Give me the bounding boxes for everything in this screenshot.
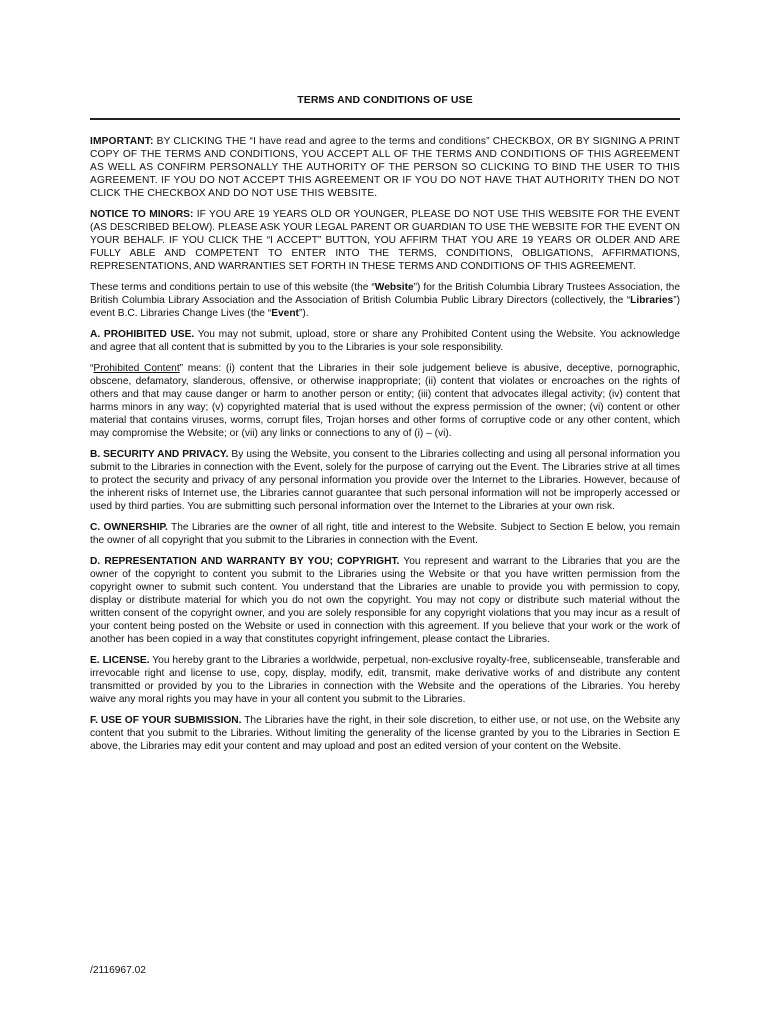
prohibited-open-quote: “ xyxy=(90,363,94,375)
prohibited-content-text: ” means: (i) content that the Libraries in their sole judgement believe is abusive, deceptive, pornographic, obscene, defamatory, slanderous, offensive, or otherwise inappropriate; (ii) content that violates or encroaches on the rights of others and that may cause danger or harm to another person or entity; (iii) content that advocates illegal activity; (iv) content that harms minors in any way; (v) copyrighted material that is used without the express permission of the owner; (vi) content or other material that contains viruses, worms, corrupt files, Trojan horses and other forms of corruptive code or any other content, which may compromise the Website; or (vii) any links or connections to any of (i) – (vi). xyxy=(90,363,681,439)
intro-libraries-term: Libraries xyxy=(630,294,674,306)
intro-website-term: Website xyxy=(374,281,414,293)
section-c-text: The Libraries are the owner of all right, title and interest to the Website. Subject to Section E below, you remain the owner of all copyright that you submit to the Libraries in connection with the Event. xyxy=(90,521,680,546)
section-a-heading: A. PROHIBITED USE. xyxy=(90,328,195,340)
intro-event-term: Event xyxy=(271,307,299,319)
section-e-text: You hereby grant to the Libraries a worldwide, perpetual, non-exclusive royalty-free, sublicenseable, transferable and irrevocable right and license to use, copy, display, modify, edit, transmit, make derivative works of and distribute any content transmitted or provided by you to the Libraries in connection with the Website and the operations of the Libraries. You hereby waive any moral rights you may have in your all content you submit to the Libraries. xyxy=(90,654,680,705)
section-c xyxy=(90,522,680,548)
section-d-heading: D. REPRESENTATION AND WARRANTY BY YOU; COPYRIGHT. xyxy=(90,556,400,568)
section-e xyxy=(90,655,680,707)
document-footer-id: /2116967.02 xyxy=(90,965,146,976)
title-divider xyxy=(90,118,680,120)
section-f xyxy=(90,715,680,754)
section-b-text: By using the Website, you consent to the Libraries collecting and using all personal information you submit to the Libraries in connection with the Event, solely for the purpose of carrying out the Event. The Libraries strive at all times to protect the security and privacy of any personal information you provide over the Internet to the Libraries. However, because of the inherent risks of Internet use, the Libraries cannot guarantee that such personal information will not be improperly accessed or used by third parties. You are submitting such personal information over the Internet to the Libraries at your own risk. xyxy=(90,448,680,512)
intro-text-2: ”) for the British Columbia Library Trustees Association, the British Columbia Library Association and the Association of British Columbia Public Library Directors (collectively, the “ xyxy=(90,281,680,306)
section-e-heading: E. LICENSE. xyxy=(90,654,150,666)
important-text: BY CLICKING THE “I have read and agree to the terms and conditions” CHECKBOX, OR BY SIGNING A PRINT COPY OF THE TERMS AND CONDITIONS, YOU ACCEPT ALL OF THE TERMS AND CONDITIONS OF THIS AGREEMENT AS WELL AS CONFIRM PERSONALLY THE AUTHORITY OF THE PERSON SO CLICKING TO BIND THE USER TO THIS AGREEMENT. IF YOU DO NOT ACCEPT THIS AGREEMENT OR IF YOU DO NOT HAVE THAT AUTHORITY THEN DO NOT CLICK THE CHECKBOX AND DO NOT USE THIS WEBSITE. xyxy=(90,136,680,199)
document-body xyxy=(90,136,680,762)
important-label: IMPORTANT: xyxy=(90,136,154,147)
document-page xyxy=(90,0,680,1024)
important-notice xyxy=(90,136,680,201)
minors-label: NOTICE TO MINORS: xyxy=(90,208,194,220)
section-a xyxy=(90,329,680,355)
section-a-text: You may not submit, upload, store or share any Prohibited Content using the Website. You acknowledge and agree that all content that is submitted by you to the Libraries is your sole responsibility. xyxy=(90,328,680,353)
prohibited-content-definition xyxy=(90,363,680,440)
section-d-text: You represent and warrant to the Libraries that you are the owner of the copyright to content you submit to the Libraries using the Website or that you have written permission from the copyright owner to submit such content. You understand that the Libraries are unable to provide you with permission to copy, display or distribute material for which you do not own the copyright. You may not copy or distribute such material without the written consent of the copyright owner, and you are solely responsible for any copyright violations that you may incur as a result of your content being posted on the Website or used in connection with this agreement. If you believe that your work or the work of another has been copied in a way that constitutes copyright infringement, please contact the Libraries. xyxy=(90,556,680,645)
section-b-heading: B. SECURITY AND PRIVACY. xyxy=(90,448,229,460)
intro-text-1: These terms and conditions pertain to use of this website (the “ xyxy=(90,281,375,293)
minors-notice xyxy=(90,209,680,274)
intro-paragraph xyxy=(90,282,680,321)
section-b xyxy=(90,449,680,514)
section-f-text: The Libraries have the right, in their sole discretion, to either use, or not use, on the Website any content that you submit to the Libraries. Without limiting the generality of the license granted by you to the Libraries in Section E above, the Libraries may edit your content and may upload and post an edited version of your content on the Website. xyxy=(90,714,680,752)
minors-text: IF YOU ARE 19 YEARS OLD OR YOUNGER, PLEASE DO NOT USE THIS WEBSITE FOR THE EVENT (AS DESCRIBED BELOW). PLEASE ASK YOUR LEGAL PARENT OR GUARDIAN TO USE THE WEBSITE FOR THE EVENT ON YOUR BEHALF. IF YOU CLICK THE “I ACCEPT” BUTTON, YOU AFFIRM THAT YOU ARE 19 YEARS OR OLDER AND ARE FULLY ABLE AND COMPETENT TO ENTER INTO THE TERMS, CONDITIONS, OBLIGATIONS, AFFIRMATIONS, REPRESENTATIONS, AND WARRANTIES SET FORTH IN THESE TERMS AND CONDITIONS OF THIS AGREEMENT. xyxy=(90,208,680,272)
section-c-heading: C. OWNERSHIP. xyxy=(90,521,168,533)
prohibited-content-term: Prohibited Content xyxy=(93,363,180,375)
intro-text-3: ”) event B.C. Libraries Change Lives (the “ xyxy=(90,294,680,319)
intro-text-4: ”). xyxy=(298,307,309,319)
section-d xyxy=(90,556,680,646)
document-title: TERMS AND CONDITIONS OF USE xyxy=(297,94,473,106)
section-f-heading: F. USE OF YOUR SUBMISSION. xyxy=(90,714,242,726)
